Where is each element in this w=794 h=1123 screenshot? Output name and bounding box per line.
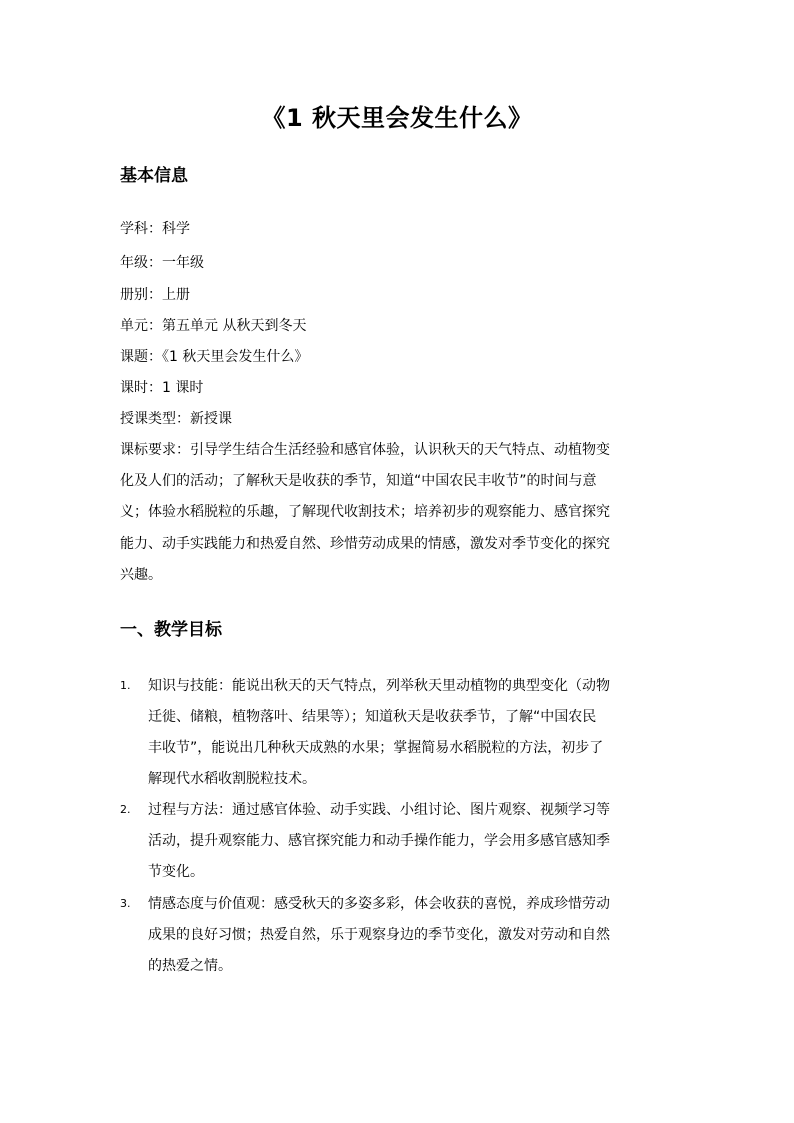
objective-line: 的热爱之情。 (148, 958, 232, 974)
curriculum-line: 能力、动手实践能力和热爱自然、珍惜劳动成果的情感，激发对季节变化的探究 (120, 536, 610, 552)
objective-line: 丰收节”，能说出几种秋天成熟的水果；掌握简易水稻脱粒的方法，初步了 (148, 740, 604, 756)
info-subject: 学科：科学 (120, 221, 190, 237)
section-heading-objectives: 一、教学目标 (120, 620, 222, 640)
curriculum-line: 化及人们的活动；了解秋天是收获的季节，知道“中国农民丰收节”的时间与意 (120, 473, 597, 489)
document-title: 《1 秋天里会发生什么》 (261, 104, 533, 132)
objective-line: 节变化。 (148, 864, 204, 880)
curriculum-line: 课标要求：引导学生结合生活经验和感官体验，认识秋天的天气特点、动植物变 (120, 442, 610, 458)
objective-number: 2. (120, 803, 131, 816)
objective-number: 1. (120, 679, 131, 692)
info-grade: 年级：一年级 (120, 255, 204, 271)
info-volume: 册别：上册 (120, 287, 190, 303)
objective-line: 迁徙、储粮，植物落叶、结果等）；知道秋天是收获季节，了解“中国农民 (148, 709, 597, 725)
info-lesson-type: 授课类型：新授课 (120, 411, 232, 427)
objective-line: 成果的良好习惯；热爱自然，乐于观察身边的季节变化，激发对劳动和自然 (148, 927, 610, 943)
info-periods: 课时：1 课时 (120, 380, 204, 396)
objective-line: 活动，提升观察能力、感官探究能力和动手操作能力，学会用多感官感知季 (148, 833, 610, 849)
objective-line: 知识与技能：能说出秋天的天气特点，列举秋天里动植物的典型变化（动物 (148, 678, 610, 694)
objective-line: 情感态度与价值观：感受秋天的多姿多彩，体会收获的喜悦，养成珍惜劳动 (148, 896, 610, 912)
curriculum-line: 义；体验水稻脱粒的乐趣，了解现代收割技术；培养初步的观察能力、感官探究 (120, 504, 610, 520)
objective-number: 3. (120, 897, 131, 910)
curriculum-line: 兴趣。 (120, 567, 162, 583)
objective-line: 过程与方法：通过感官体验、动手实践、小组讨论、图片观察、视频学习等 (148, 802, 610, 818)
info-unit: 单元：第五单元 从秋天到冬天 (120, 318, 307, 334)
info-lesson: 课题：《1 秋天里会发生什么》 (120, 349, 309, 365)
basic-info-heading: 基本信息 (120, 166, 188, 186)
objective-line: 解现代水稻收割脱粒技术。 (148, 771, 316, 787)
